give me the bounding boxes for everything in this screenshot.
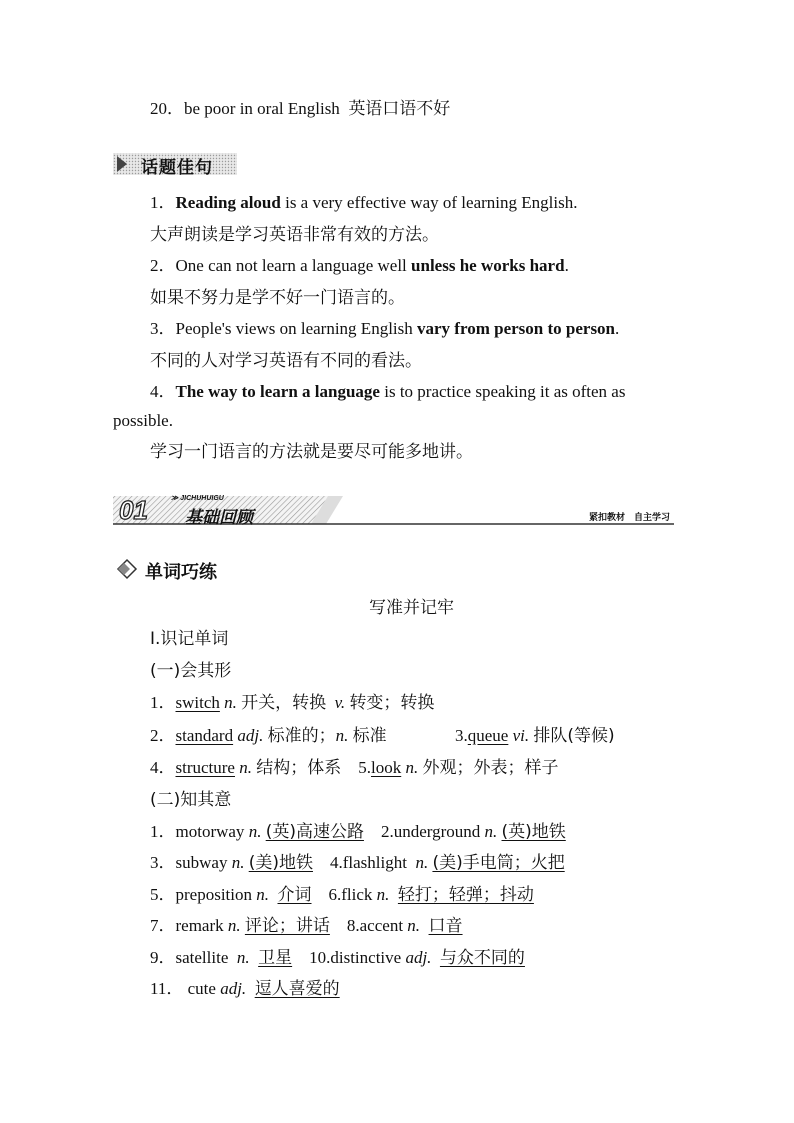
sentence-3-cn: 不同的人对学习英语有不同的看法。 bbox=[150, 351, 422, 371]
sentence-1: 1．Reading aloud is a very effective way of learning English. bbox=[150, 193, 578, 212]
banner-pinyin: ≫ JICHUHUIGU bbox=[171, 495, 224, 502]
sentence-4-cn: 学习一门语言的方法就是要尽可能多地讲。 bbox=[150, 442, 473, 462]
phrase-item-20: 20．be poor in oral English 英语口语不好 bbox=[150, 99, 451, 119]
sentence-1-cn: 大声朗读是学习英语非常有效的方法。 bbox=[150, 225, 439, 245]
section-banner bbox=[113, 492, 674, 526]
form-item-2: 2．standard adj. 标准的；n. 标准 bbox=[150, 726, 387, 746]
section-title: 单词巧练 bbox=[145, 562, 217, 583]
sentence-3: 3．People's views on learning English vary from person to person. bbox=[150, 319, 620, 338]
diamond-icon bbox=[116, 558, 138, 580]
form-item-4: 4．structure n. 结构；体系 5.look n. 外观；外表；样子 bbox=[150, 758, 559, 778]
meaning-row-2: 3．subway n. (美)地铁 4.flashlight n. (美)手电筒；火把 bbox=[150, 853, 565, 873]
form-item-3: 3.queue vi. 排队(等候) bbox=[455, 726, 615, 746]
banner-title: 基础回顾 bbox=[185, 508, 253, 528]
sub-2-title: (二)知其意 bbox=[150, 790, 232, 810]
sentence-2: 2．One can not learn a language well unless he works hard. bbox=[150, 256, 569, 275]
meaning-row-1: 1．motorway n. (英)高速公路 2.underground n. (英)地铁 bbox=[150, 822, 566, 842]
form-item-1: 1．switch n. 开关，转换 v. 转变；转换 bbox=[150, 693, 435, 713]
banner-right: 紧扣教材 自主学习 bbox=[588, 513, 670, 523]
sentence-2-cn: 如果不努力是学不好一门语言的。 bbox=[150, 288, 405, 308]
subtitle: 写准并记牢 bbox=[369, 598, 454, 618]
sentence-4-cont: possible. bbox=[113, 411, 173, 430]
topic-tag bbox=[113, 151, 237, 177]
meaning-row-5: 9．satellite n. 卫星 10.distinctive adj. 与众不同的 bbox=[150, 948, 525, 968]
part-1-title: Ⅰ.识记单词 bbox=[150, 629, 229, 649]
sentence-4: 4．The way to learn a language is to practice speaking it as often as bbox=[150, 382, 626, 401]
meaning-row-4: 7．remark n. 评论；讲话 8.accent n. 口音 bbox=[150, 916, 463, 936]
meaning-row-6: 11． cute adj. 逗人喜爱的 bbox=[150, 979, 340, 999]
topic-tag-label: 话题佳句 bbox=[141, 158, 213, 178]
meaning-row-3: 5．preposition n. 介词 6.flick n. 轻打；轻弹；抖动 bbox=[150, 885, 534, 905]
banner-number: 01 bbox=[119, 495, 148, 525]
sub-1-title: (一)会其形 bbox=[150, 661, 232, 681]
